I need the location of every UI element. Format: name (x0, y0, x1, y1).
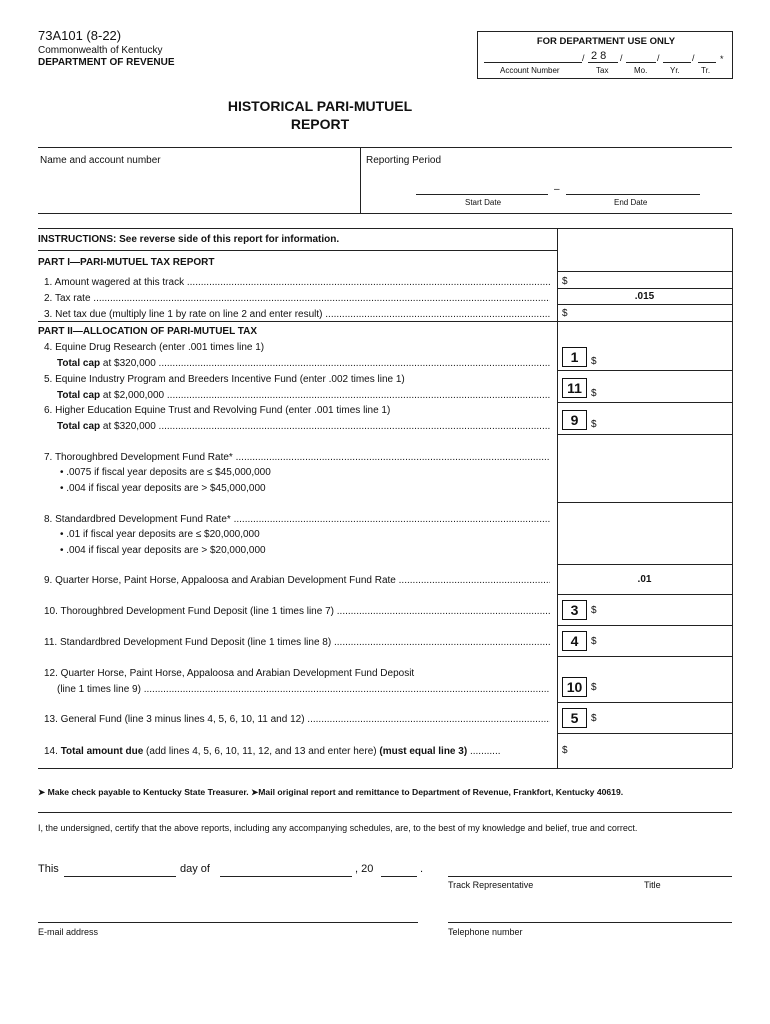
this-label: This (38, 863, 59, 875)
line-4-dollar: $ (591, 356, 597, 367)
line-8-label: 8. Standardbred Development Fund Rate* ..... (44, 513, 550, 526)
part2-heading: PART II—ALLOCATION OF PARI-MUTUEL TAX (38, 326, 258, 337)
start-date-label: Start Date (465, 198, 502, 207)
tr-label: Tr. (701, 66, 711, 75)
line-4-amount[interactable] (600, 348, 728, 366)
line-13-amount[interactable] (600, 709, 728, 727)
certification-text: I, the undersigned, certify that the above reports, including any accompanying schedules, are, to the best of my knowledge and belief, true and correct. (38, 823, 638, 833)
title-label: Title (644, 880, 661, 890)
line-11-label: 11. Standardbred Development Fund Deposit (line 1 times line 8) ..... (44, 636, 550, 649)
line-5-cap: Total cap at $2,000,000 ..... (57, 389, 550, 402)
tax-rate-value: .015 (634, 291, 655, 302)
line-7-option-b: • .004 if fiscal year deposits are > $45,000,000 (60, 483, 266, 494)
line-8-option-b: • .004 if fiscal year deposits are > $20,000,000 (60, 545, 266, 556)
box-line-13: 5 (562, 708, 587, 728)
line-4-label: 4. Equine Drug Research (enter .001 times line 1) (44, 342, 265, 353)
line-1-label: 1. Amount wagered at this track ..... (44, 276, 550, 289)
line-8-option-a: • .01 if fiscal year deposits are ≤ $20,000,000 (60, 529, 260, 540)
line-1-amount[interactable] (572, 272, 730, 287)
line-12-label: 12. Quarter Horse, Paint Horse, Appaloosa and Arabian Development Fund Deposit (44, 668, 415, 679)
month-field[interactable] (220, 876, 352, 877)
start-date-field[interactable] (416, 194, 548, 195)
line-7-option-a: • .0075 if fiscal year deposits are ≤ $45,000,000 (60, 467, 271, 478)
line-5-amount[interactable] (600, 380, 728, 398)
line-6-cap: Total cap at $320,000 ..... (57, 420, 550, 433)
title-line-2: REPORT (290, 116, 350, 132)
part1-heading: PART I—PARI-MUTUEL TAX REPORT (38, 257, 215, 268)
day-of-label: day of (180, 863, 210, 875)
account-number-label: Account Number (500, 66, 560, 75)
line-11-amount[interactable] (600, 632, 728, 650)
payable-note: ➤ Make check payable to Kentucky State Treasurer. ➤Mail original report and remittance to Department of Revenue, Frankfort, Kentucky 40619. (38, 787, 624, 797)
name-account-label: Name and account number (40, 155, 161, 166)
line-13-dollar: $ (591, 713, 597, 724)
line-4-cap: Total cap at $320,000 ..... (57, 357, 550, 370)
line-13-label: 13. General Fund (line 3 minus lines 4, 5, 6, 10, 11 and 12) ..... (44, 713, 550, 726)
line-5-dollar: $ (591, 388, 597, 399)
line-2-label: 2. Tax rate ..... (44, 292, 550, 305)
line-14-label: 14. Total amount due (add lines 4, 5, 6, 10, 11, 12, and 13 and enter here) (must equal line 3) ........... (44, 746, 501, 757)
box-line-11: 4 (562, 631, 587, 651)
line-10-dollar: $ (591, 605, 597, 616)
line-7-rate[interactable] (560, 436, 730, 500)
box-line-5: 11 (562, 378, 587, 398)
asterisk: * (720, 54, 724, 64)
line-10-label: 10. Thoroughbred Development Fund Deposit (line 1 times line 7) ..... (44, 605, 550, 618)
line-1-dollar: $ (562, 276, 568, 287)
line-12-dollar: $ (591, 682, 597, 693)
end-date-field[interactable] (566, 194, 700, 195)
telephone-field[interactable] (448, 922, 732, 923)
box-line-12: 10 (562, 677, 587, 697)
name-account-field[interactable] (40, 168, 356, 210)
track-representative-field[interactable] (448, 876, 732, 877)
line-9-rate: .01 (637, 574, 652, 585)
line-3-label: 3. Net tax due (multiply line 1 by rate on line 2 and enter result) ..... (44, 308, 550, 321)
email-field[interactable] (38, 922, 418, 923)
line-6-label: 6. Higher Education Equine Trust and Revolving Fund (enter .001 times line 1) (44, 405, 391, 416)
telephone-label: Telephone number (448, 927, 523, 937)
end-date-label: End Date (614, 198, 648, 207)
line-6-amount[interactable] (600, 411, 728, 429)
day-field[interactable] (64, 876, 176, 877)
line-9-label: 9. Quarter Horse, Paint Horse, Appaloosa and Arabian Development Fund Rate ..... (44, 574, 550, 587)
form-number: 73A101 (8-22) (38, 28, 122, 43)
line-3-amount[interactable] (572, 305, 730, 320)
email-label: E-mail address (38, 927, 99, 937)
line-6-dollar: $ (591, 419, 597, 430)
line-5-label: 5. Equine Industry Program and Breeders Incentive Fund (enter .002 times line 1) (44, 374, 405, 385)
department: DEPARTMENT OF REVENUE (38, 57, 175, 68)
box-line-6: 9 (562, 410, 587, 430)
line-7-label: 7. Thoroughbred Development Fund Rate* ..... (44, 451, 550, 464)
year-label: Yr. (670, 66, 680, 75)
tax-label: Tax (596, 66, 609, 75)
line-8-rate[interactable] (560, 504, 730, 562)
instructions: INSTRUCTIONS: See reverse side of this report for information. (38, 234, 340, 245)
line-11-dollar: $ (591, 636, 597, 647)
title-line-1: HISTORICAL PARI-MUTUEL (227, 98, 413, 114)
year-period: . (420, 863, 424, 875)
year-prefix: , 20 (355, 863, 374, 875)
line-3-dollar: $ (562, 308, 568, 319)
box-line-4: 1 (562, 347, 587, 367)
track-rep-label: Track Representative (448, 880, 534, 890)
tax-code: 2 8 (591, 50, 607, 62)
line-12-label-cont: (line 1 times line 9) ..... (57, 683, 550, 696)
line-14-amount[interactable] (572, 737, 728, 765)
year-field[interactable] (381, 876, 417, 877)
month-label: Mo. (634, 66, 648, 75)
box-line-10: 3 (562, 600, 587, 620)
reporting-period-label: Reporting Period (366, 155, 442, 166)
line-14-dollar: $ (562, 745, 568, 756)
line-10-amount[interactable] (600, 601, 728, 619)
date-separator: – (554, 184, 560, 195)
department-use-title: FOR DEPARTMENT USE ONLY (536, 36, 676, 47)
commonwealth: Commonwealth of Kentucky (38, 45, 163, 56)
line-12-amount[interactable] (600, 678, 728, 696)
department-use-box: FOR DEPARTMENT USE ONLY / 2 8 / / / * Account Number Tax Mo. Yr. Tr. (477, 31, 733, 79)
